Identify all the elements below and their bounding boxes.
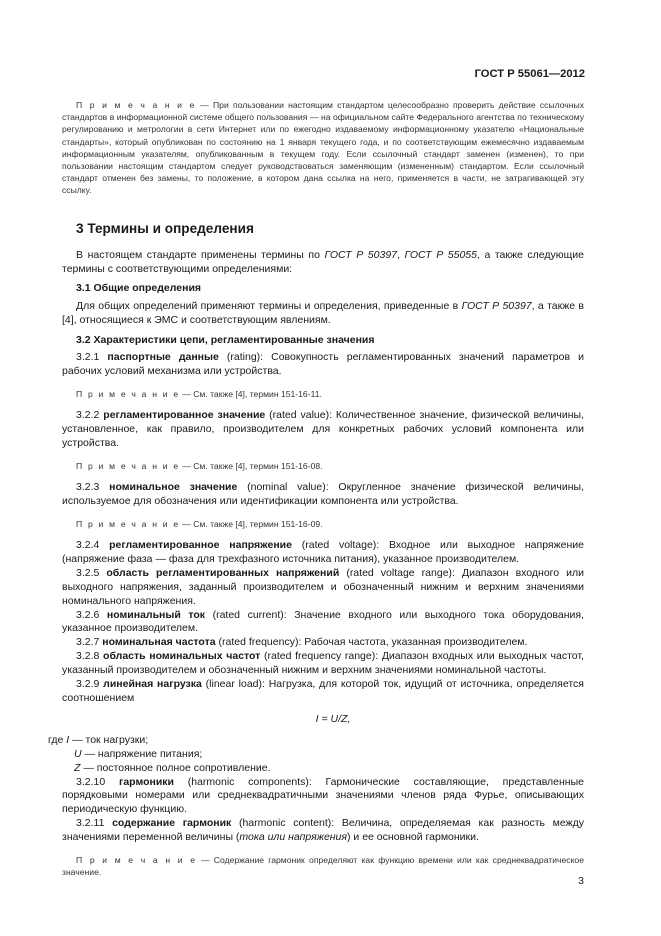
term-name: паспортные данные <box>107 351 219 364</box>
term-3-2-9: 3.2.9 линейная нагрузка (linear load): Нагрузка, для которой ток, идущий от источника, определяется соотношением <box>62 678 584 704</box>
term-3-2-7: 3.2.7 номинальная частота (rated frequency): Рабочая частота, указанная производителем. <box>76 636 528 649</box>
term-3-2-8: 3.2.8 область номинальных частот (rated frequency range): Диапазон входных или выходных частот, указанный производителем и обозначенный нижним и верхним значениями номинальной частоты. <box>62 650 584 677</box>
formula-legend <box>48 733 584 776</box>
term-3-2-3: 3.2.3 номинальное значение (nominal value): Округленное значение физической величины, используемое для обозначения или идентификации компонента или устройства. <box>62 481 584 507</box>
term-note: П р и м е ч а н и е — Содержание гармоник определяют как функцию времени или как среднеквадратическое значение. <box>62 855 584 878</box>
term-3-2-5: 3.2.5 область регламентированных напряжений (rated voltage range): Диапазон входного или выходного напряжения, заданный производителем и обозначенный нижним и верхним значениями номинального напряжения. <box>62 566 584 607</box>
ref-gost-50397: ГОСТ Р 50397 <box>461 300 532 313</box>
term-name: номинальная частота <box>102 636 216 649</box>
page-number: 3 <box>578 875 584 887</box>
term-name: содержание гармоник <box>112 817 232 830</box>
section-intro: В настоящем стандарте применены термины по ГОСТ Р 50397, ГОСТ Р 55055, а также следующие термины с соответствующими определениями: <box>62 248 584 275</box>
section-title: 3 Термины и определения <box>76 220 254 236</box>
formula-ohm: I = U/Z, <box>315 712 351 725</box>
standard-header: ГОСТ Р 55061—2012 <box>474 68 585 80</box>
term-name: линейная нагрузка <box>103 678 202 691</box>
term-3-2-6: 3.2.6 номинальный ток (rated current): Значение входного или выходного тока оборудования, указанное производителем. <box>62 608 584 635</box>
page-content <box>48 99 585 878</box>
legend-line: где I — ток нагрузки; <box>48 733 149 746</box>
subsection-text-3-1: Для общих определений применяют термины и определения, приведенные в ГОСТ Р 50397, а также в [4], относящиеся к ЭМС и соответствующим явлениям. <box>62 300 585 327</box>
subsection-heading-3-2: 3.2 Характеристики цепи, регламентированные значения <box>76 334 375 347</box>
term-name: область номинальных частот <box>103 650 261 663</box>
term-name: регламентированное напряжение <box>109 539 292 552</box>
term-3-2-2: 3.2.2 регламентированное значение (rated value): Количественное значение, физической величины, установленное, как правило, производителем для конкретных рабочих условий компонента или устройства. <box>62 409 584 449</box>
term-name: номинальный ток <box>106 608 206 621</box>
term-note: П р и м е ч а н и е — См. также [4], термин 151-16-08. <box>76 460 323 471</box>
note-top <box>62 99 584 197</box>
term-note: П р и м е ч а н и е — См. также [4], термин 151-16-09. <box>76 518 323 529</box>
ref-gost-50397: ГОСТ Р 50397 <box>324 248 397 261</box>
term-name: гармоники <box>118 775 174 788</box>
subsection-heading-3-1: 3.1 Общие определения <box>76 282 202 295</box>
ref-gost-55055: ГОСТ Р 55055 <box>404 248 477 261</box>
legend-line: U — напряжение питания; <box>74 747 203 760</box>
term-3-2-10: 3.2.10 гармоники (harmonic components): Гармонические составляющие, представленные порядковыми номерами или среднеквадратичными значениями членов ряда Фурье, описывающих периодическую функцию. <box>62 775 584 816</box>
term-name: область регламентированных напряжений <box>106 566 340 579</box>
term-3-2-1: 3.2.1 паспортные данные (rating): Совокупность регламентированных значений параметров и рабочих условий механизма или устройства. <box>62 351 584 377</box>
term-3-2-11: 3.2.11 содержание гармоник (harmonic content): Величина, определяемая как разность между значениями переменной величины (тока или напряжения) и ее основной гармоники. <box>62 817 585 844</box>
note-label: П р и м е ч а н и е <box>76 100 197 110</box>
term-name: регламентированное значение <box>103 409 266 422</box>
legend-line: Z — постоянное полное сопротивление. <box>74 761 271 774</box>
term-note: П р и м е ч а н и е — См. также [4], термин 151-16-11. <box>76 388 322 399</box>
term-name: номинальное значение <box>109 481 238 493</box>
term-3-2-4: 3.2.4 регламентированное напряжение (rated voltage): Входное или выходное напряжение (напряжение фаза — фаза для трехфазного источника питания), указанное производителем. <box>62 539 584 565</box>
note-text: — При пользовании настоящим стандартом целесообразно проверить действие ссылочных стандартов в информационной системе общего пользования — на официальном сайте Федерального агентства по техническому регулированию и метрологии в сети Интернет или по ежегодно издаваемому информационному указателю «Национальные стандарты», который опубликован по состоянию на 1 января текущего года, и по соответствующим ежемесячно издаваемым информационным указателям, опубликованным в текущем году. Если ссылочный стандарт заменен (изменен), то при пользовании настоящим стандартом следует руководствоваться заменяющим (измененным) стандартом. Если ссылочный стандарт отменен без замены, то положение, в котором дана ссылка на него, применяется в части, не затрагивающей эту ссылку. <box>62 100 584 196</box>
